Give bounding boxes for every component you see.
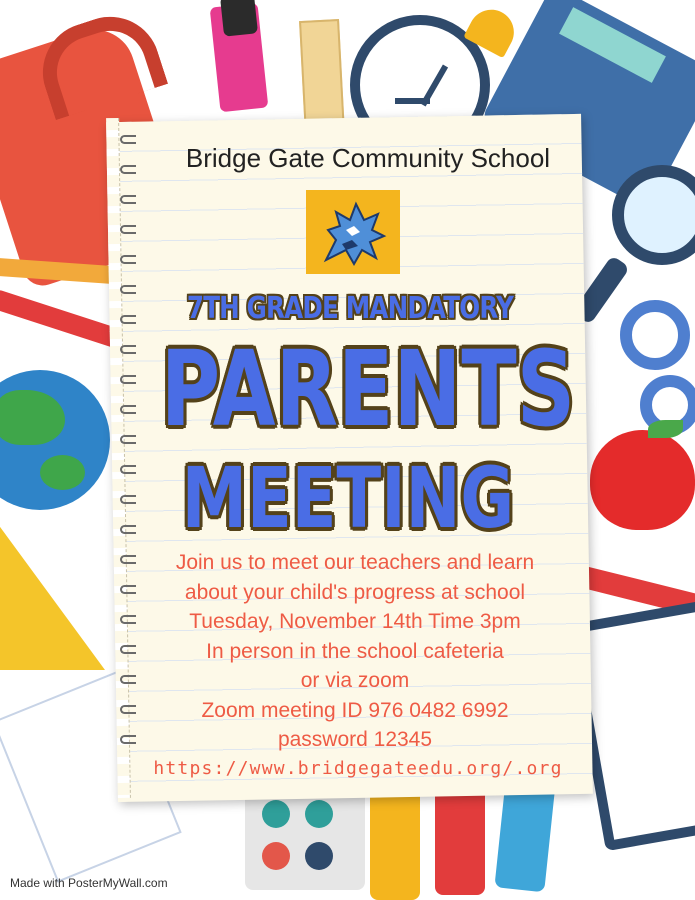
spiral-hook: [120, 405, 136, 414]
globe-land: [40, 455, 85, 490]
spiral-hook: [120, 195, 136, 204]
paint-color: [305, 842, 333, 870]
spiral-hook: [120, 465, 136, 474]
title-parents: PARENTS: [160, 328, 576, 450]
marker-cap-illustration: [220, 0, 258, 37]
paint-color: [305, 800, 333, 828]
spiral-hook: [120, 495, 136, 504]
paint-color: [262, 842, 290, 870]
highlighter-illustration: [435, 780, 485, 895]
spiral-hook: [120, 345, 136, 354]
zoom-meeting-id: Zoom meeting ID 976 0482 6992: [201, 698, 509, 722]
spiral-hook: [120, 315, 136, 324]
meeting-location: In person in the school cafeteria: [206, 639, 504, 663]
title-meeting: MEETING: [181, 449, 515, 547]
apple-leaf: [648, 420, 683, 438]
highlighter-illustration: [370, 780, 420, 900]
magnifier-icon: [612, 165, 695, 265]
meeting-details: [130, 548, 580, 755]
school-logo: [306, 190, 400, 274]
watermark: Made with PosterMyWall.com: [10, 876, 168, 890]
spiral-hook: [120, 525, 136, 534]
detail-line: Join us to meet our teachers and learn: [175, 551, 535, 574]
paint-color: [262, 800, 290, 828]
triangle-ruler-illustration: [0, 520, 105, 670]
spiral-hook: [120, 375, 136, 384]
grade-heading: 7TH GRADE MANDATORY: [186, 291, 514, 326]
meeting-location-alt: or via zoom: [300, 669, 410, 692]
spiral-hook: [120, 255, 136, 264]
detail-line: about your child's progress at school: [184, 580, 526, 604]
spiral-hook: [120, 225, 136, 234]
school-name: Bridge Gate Community School: [185, 143, 551, 173]
website-link[interactable]: https://www.bridgegateedu.org/.org: [153, 758, 563, 779]
spiral-hook: [120, 435, 136, 444]
apple-icon: [590, 430, 695, 530]
clock-hand: [395, 98, 430, 104]
scissors-icon: [620, 300, 690, 370]
zoom-password: password 12345: [277, 728, 433, 751]
wolf-mascot-icon: [306, 190, 400, 274]
meeting-date-time: Tuesday, November 14th Time 3pm: [189, 610, 521, 633]
spiral-hook: [120, 285, 136, 294]
